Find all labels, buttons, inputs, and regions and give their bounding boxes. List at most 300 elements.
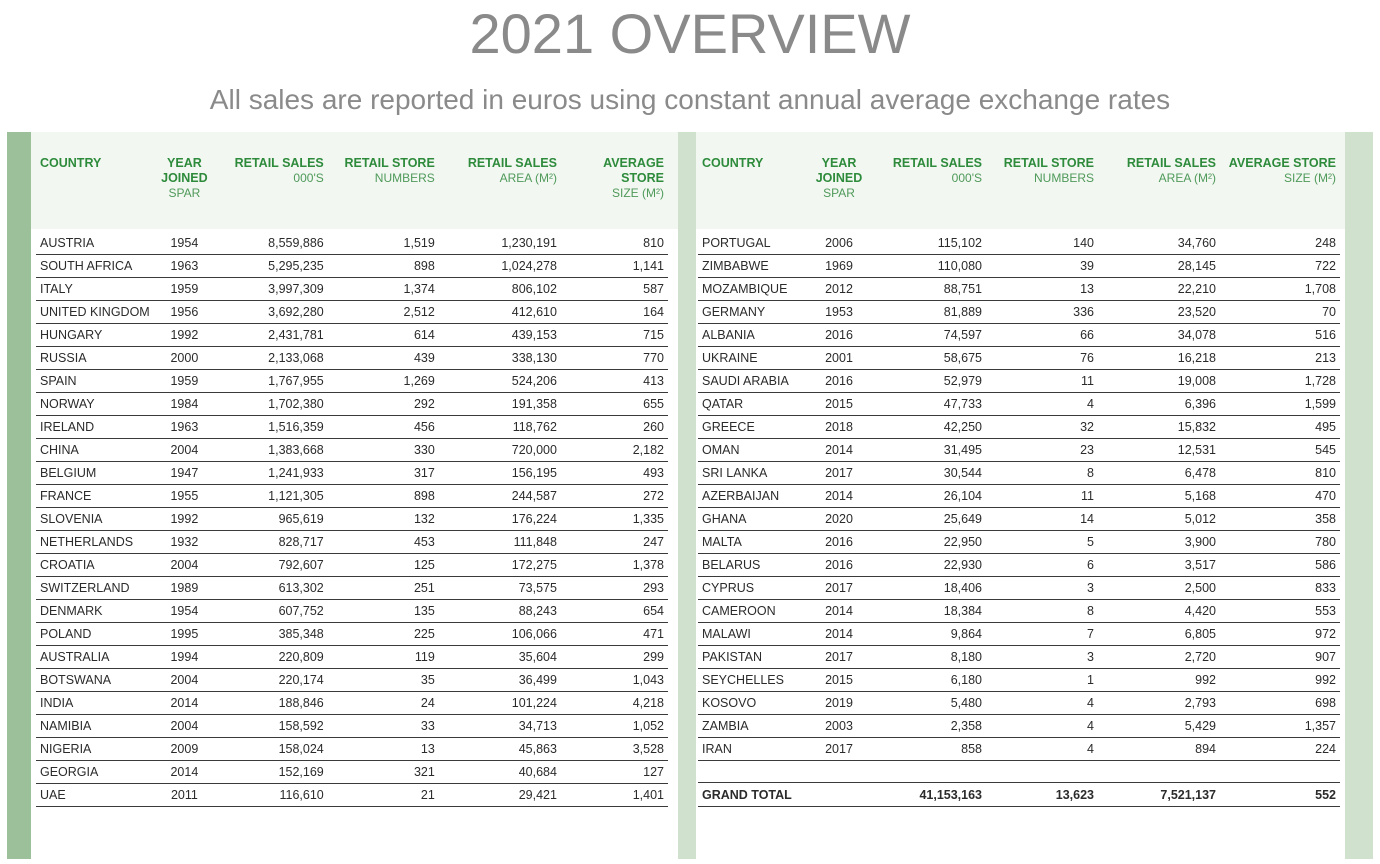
col-header-stores: RETAIL STORE NUMBERS — [1003, 156, 1094, 185]
table-row — [698, 600, 1340, 623]
cell-year: 2019 — [808, 692, 870, 715]
cell-avg-size: 1,357 — [1220, 715, 1340, 738]
cell-stores: 21 — [328, 784, 439, 807]
cell-stores: 3 — [986, 646, 1098, 669]
cell-area: 22,210 — [1098, 278, 1220, 301]
cell-sales: 2,358 — [870, 715, 986, 738]
cell-avg-size: 992 — [1220, 669, 1340, 692]
cell-country: OMAN — [698, 439, 808, 462]
cell-sales: 8,559,886 — [214, 232, 328, 255]
cell-sales: 30,544 — [870, 462, 986, 485]
cell-avg-size: 654 — [561, 600, 668, 623]
cell-year: 1959 — [155, 278, 214, 301]
cell-sales: 385,348 — [214, 623, 328, 646]
table-row — [698, 439, 1340, 462]
cell-stores: 66 — [986, 324, 1098, 347]
table-row — [698, 554, 1340, 577]
cell-country: UAE — [36, 784, 155, 807]
cell-country: QATAR — [698, 393, 808, 416]
cell-country: SLOVENIA — [36, 508, 155, 531]
cell-sales: 158,024 — [214, 738, 328, 761]
cell-stores: 8 — [986, 600, 1098, 623]
right-table-body — [698, 232, 1340, 807]
table-row — [36, 738, 668, 761]
cell-year: 1994 — [155, 646, 214, 669]
table-row — [36, 669, 668, 692]
cell-sales: 6,180 — [870, 669, 986, 692]
cell-avg-size: 293 — [561, 577, 668, 600]
grand-total-row — [698, 783, 1340, 807]
cell-avg-size: 552 — [1220, 783, 1340, 807]
cell-area: 73,575 — [439, 577, 561, 600]
table-row — [698, 232, 1340, 255]
cell-avg-size: 833 — [1220, 577, 1340, 600]
cell-avg-size: 70 — [1220, 301, 1340, 324]
cell-sales: 792,607 — [214, 554, 328, 577]
cell-stores: 24 — [328, 692, 439, 715]
cell-area: 412,610 — [439, 301, 561, 324]
table-row — [36, 255, 668, 278]
cell-avg-size: 164 — [561, 301, 668, 324]
left-data-table — [36, 156, 668, 807]
table-row — [36, 715, 668, 738]
cell-country: DENMARK — [36, 600, 155, 623]
cell-sales: 220,809 — [214, 646, 328, 669]
cell-year: 1956 — [155, 301, 214, 324]
cell-area: 172,275 — [439, 554, 561, 577]
cell-area: 34,713 — [439, 715, 561, 738]
cell-area: 34,760 — [1098, 232, 1220, 255]
cell-avg-size: 545 — [1220, 439, 1340, 462]
col-header-area: RETAIL SALES AREA (M²) — [1126, 156, 1216, 185]
cell-sales: 26,104 — [870, 485, 986, 508]
table-row — [36, 278, 668, 301]
cell-country: PAKISTAN — [698, 646, 808, 669]
cell-avg-size: 698 — [1220, 692, 1340, 715]
cell-stores: 2,512 — [328, 301, 439, 324]
cell-stores: 135 — [328, 600, 439, 623]
cell-country: BELGIUM — [36, 462, 155, 485]
cell-sales: 52,979 — [870, 370, 986, 393]
spacer-row — [698, 761, 1340, 783]
cell-country: MALTA — [698, 531, 808, 554]
cell-stores: 4 — [986, 738, 1098, 761]
cell-sales: 1,241,933 — [214, 462, 328, 485]
cell-sales: 110,080 — [870, 255, 986, 278]
cell-year: 1932 — [155, 531, 214, 554]
cell-avg-size: 1,378 — [561, 554, 668, 577]
cell-stores: 13 — [328, 738, 439, 761]
cell-sales: 3,997,309 — [214, 278, 328, 301]
table-row — [36, 508, 668, 531]
col-header-stores: RETAIL STORE NUMBERS — [344, 156, 435, 185]
cell-stores: 251 — [328, 577, 439, 600]
cell-country: CYPRUS — [698, 577, 808, 600]
cell-year: 2014 — [155, 692, 214, 715]
cell-area: 45,863 — [439, 738, 561, 761]
cell-avg-size: 1,401 — [561, 784, 668, 807]
cell-area: 806,102 — [439, 278, 561, 301]
cell-area: 244,587 — [439, 485, 561, 508]
cell-year: 1947 — [155, 462, 214, 485]
col-header-country: COUNTRY — [40, 156, 102, 170]
cell-avg-size: 1,052 — [561, 715, 668, 738]
cell-country: AZERBAIJAN — [698, 485, 808, 508]
col-header-area: RETAIL SALES AREA (M²) — [467, 156, 557, 185]
cell-year: 2016 — [808, 324, 870, 347]
cell-sales: 607,752 — [214, 600, 328, 623]
cell-stores: 11 — [986, 370, 1098, 393]
cell-sales: 47,733 — [870, 393, 986, 416]
cell-stores: 8 — [986, 462, 1098, 485]
cell-area: 35,604 — [439, 646, 561, 669]
table-row — [698, 301, 1340, 324]
cell-avg-size: 586 — [1220, 554, 1340, 577]
cell-country: SAUDI ARABIA — [698, 370, 808, 393]
cell-country: FRANCE — [36, 485, 155, 508]
cell-sales: 81,889 — [870, 301, 986, 324]
cell-stores: 898 — [328, 255, 439, 278]
table-row — [36, 554, 668, 577]
cell-year: 2001 — [808, 347, 870, 370]
cell-stores: 33 — [328, 715, 439, 738]
table-row — [36, 416, 668, 439]
cell-sales: 220,174 — [214, 669, 328, 692]
cell-year: 2016 — [808, 531, 870, 554]
cell-country: BELARUS — [698, 554, 808, 577]
cell-area: 156,195 — [439, 462, 561, 485]
cell-year: 1995 — [155, 623, 214, 646]
cell-avg-size: 810 — [1220, 462, 1340, 485]
cell-avg-size: 1,728 — [1220, 370, 1340, 393]
cell-area: 2,793 — [1098, 692, 1220, 715]
cell-country: SEYCHELLES — [698, 669, 808, 692]
cell-country: ITALY — [36, 278, 155, 301]
cell-area: 524,206 — [439, 370, 561, 393]
cell-stores: 4 — [986, 692, 1098, 715]
table-row — [36, 232, 668, 255]
cell-stores: 132 — [328, 508, 439, 531]
cell-year: 2000 — [155, 347, 214, 370]
cell-stores: 3 — [986, 577, 1098, 600]
cell-avg-size: 1,708 — [1220, 278, 1340, 301]
cell-avg-size: 2,182 — [561, 439, 668, 462]
cell-year: 2017 — [808, 646, 870, 669]
col-header-year: YEAR JOINED SPAR — [815, 156, 863, 200]
cell-stores: 14 — [986, 508, 1098, 531]
table-row — [698, 669, 1340, 692]
cell-area: 7,521,137 — [1098, 783, 1220, 807]
cell-year: 2017 — [808, 738, 870, 761]
cell-stores: 39 — [986, 255, 1098, 278]
cell-area: 23,520 — [1098, 301, 1220, 324]
cell-sales: 116,610 — [214, 784, 328, 807]
cell-year: 1959 — [155, 370, 214, 393]
cell-area: 894 — [1098, 738, 1220, 761]
cell-stores: 13 — [986, 278, 1098, 301]
cell-year: 2014 — [808, 600, 870, 623]
cell-stores: 321 — [328, 761, 439, 784]
cell-area: 338,130 — [439, 347, 561, 370]
cell-area: 15,832 — [1098, 416, 1220, 439]
cell-sales: 88,751 — [870, 278, 986, 301]
cell-avg-size: 655 — [561, 393, 668, 416]
cell-year: 2011 — [155, 784, 214, 807]
table-row — [698, 462, 1340, 485]
cell-avg-size: 224 — [1220, 738, 1340, 761]
cell-area: 36,499 — [439, 669, 561, 692]
table-row — [36, 692, 668, 715]
cell-year: 2020 — [808, 508, 870, 531]
table-row — [36, 301, 668, 324]
cell-avg-size: 4,218 — [561, 692, 668, 715]
cell-year: 2014 — [155, 761, 214, 784]
cell-stores: 898 — [328, 485, 439, 508]
cell-year: 1963 — [155, 255, 214, 278]
cell-year: 2016 — [808, 554, 870, 577]
cell-area: 6,478 — [1098, 462, 1220, 485]
cell-stores: 439 — [328, 347, 439, 370]
cell-year: 2012 — [808, 278, 870, 301]
cell-area: 34,078 — [1098, 324, 1220, 347]
cell-sales: 2,133,068 — [214, 347, 328, 370]
cell-year: 2016 — [808, 370, 870, 393]
cell-sales: 3,692,280 — [214, 301, 328, 324]
cell-area: 6,805 — [1098, 623, 1220, 646]
cell-area: 439,153 — [439, 324, 561, 347]
table-row — [36, 393, 668, 416]
cell-area: 2,720 — [1098, 646, 1220, 669]
table-row — [36, 347, 668, 370]
cell-stores: 1,519 — [328, 232, 439, 255]
cell-sales: 965,619 — [214, 508, 328, 531]
cell-year: 1953 — [808, 301, 870, 324]
table-row — [36, 577, 668, 600]
cell-area: 111,848 — [439, 531, 561, 554]
cell-country: GHANA — [698, 508, 808, 531]
cell-avg-size: 299 — [561, 646, 668, 669]
cell-area: 12,531 — [1098, 439, 1220, 462]
table-row — [36, 462, 668, 485]
cell-stores: 35 — [328, 669, 439, 692]
table-row — [698, 692, 1340, 715]
cell-country: UKRAINE — [698, 347, 808, 370]
cell-avg-size: 780 — [1220, 531, 1340, 554]
cell-year: 1954 — [155, 232, 214, 255]
page-title: 2021 OVERVIEW — [469, 2, 911, 65]
cell-area: 16,218 — [1098, 347, 1220, 370]
cell-avg-size: 272 — [561, 485, 668, 508]
col-header-sales: RETAIL SALES 000'S — [892, 156, 982, 185]
cell-sales: 158,592 — [214, 715, 328, 738]
cell-avg-size: 770 — [561, 347, 668, 370]
cell-country: KOSOVO — [698, 692, 808, 715]
cell-stores: 456 — [328, 416, 439, 439]
cell-avg-size: 1,043 — [561, 669, 668, 692]
cell-avg-size: 413 — [561, 370, 668, 393]
cell-avg-size: 470 — [1220, 485, 1340, 508]
cell-area: 4,420 — [1098, 600, 1220, 623]
cell-year: 2015 — [808, 393, 870, 416]
cell-sales: 25,649 — [870, 508, 986, 531]
cell-sales: 8,180 — [870, 646, 986, 669]
cell-year: 1955 — [155, 485, 214, 508]
cell-avg-size: 471 — [561, 623, 668, 646]
table-row — [36, 600, 668, 623]
cell-country: AUSTRIA — [36, 232, 155, 255]
cell-country: CROATIA — [36, 554, 155, 577]
cell-year: 2017 — [808, 462, 870, 485]
cell-stores: 4 — [986, 715, 1098, 738]
cell-area: 101,224 — [439, 692, 561, 715]
cell-area: 5,168 — [1098, 485, 1220, 508]
col-header-avg: AVERAGE STORE SIZE (M²) — [603, 156, 664, 200]
cell-year: 1989 — [155, 577, 214, 600]
cell-sales: 858 — [870, 738, 986, 761]
col-header-avg: AVERAGE STORE SIZE (M²) — [1228, 156, 1336, 185]
col-header-country: COUNTRY — [702, 156, 764, 170]
table-row — [36, 370, 668, 393]
cell-area: 720,000 — [439, 439, 561, 462]
cell-country: CHINA — [36, 439, 155, 462]
cell-country: ZAMBIA — [698, 715, 808, 738]
cell-country: ZIMBABWE — [698, 255, 808, 278]
left-accent-stripe — [7, 132, 31, 859]
table-row — [698, 623, 1340, 646]
right-table-area — [696, 132, 1345, 859]
cell-country: UNITED KINGDOM — [36, 301, 155, 324]
cell-stores: 317 — [328, 462, 439, 485]
cell-country: PORTUGAL — [698, 232, 808, 255]
cell-country: CAMEROON — [698, 600, 808, 623]
cell-area: 176,224 — [439, 508, 561, 531]
cell-sales: 18,406 — [870, 577, 986, 600]
cell-avg-size: 972 — [1220, 623, 1340, 646]
table-row — [698, 531, 1340, 554]
cell-country: MOZAMBIQUE — [698, 278, 808, 301]
cell-year: 2004 — [155, 669, 214, 692]
cell-area: 2,500 — [1098, 577, 1220, 600]
cell-stores: 11 — [986, 485, 1098, 508]
cell-avg-size: 260 — [561, 416, 668, 439]
cell-year: 2014 — [808, 485, 870, 508]
cell-country: IRAN — [698, 738, 808, 761]
cell-sales: 9,864 — [870, 623, 986, 646]
table-row — [36, 784, 668, 807]
cell-stores: 119 — [328, 646, 439, 669]
cell-country: NIGERIA — [36, 738, 155, 761]
table-row — [36, 485, 668, 508]
cell-sales: 188,846 — [214, 692, 328, 715]
cell-year: 2004 — [155, 715, 214, 738]
cell-sales: 22,930 — [870, 554, 986, 577]
cell-sales: 2,431,781 — [214, 324, 328, 347]
cell-area: 88,243 — [439, 600, 561, 623]
table-row — [36, 761, 668, 784]
cell-country: GRAND TOTAL — [698, 783, 808, 807]
table-row — [698, 370, 1340, 393]
cell-avg-size: 493 — [561, 462, 668, 485]
cell-country: RUSSIA — [36, 347, 155, 370]
cell-sales: 31,495 — [870, 439, 986, 462]
cell-sales: 5,480 — [870, 692, 986, 715]
cell-country: GEORGIA — [36, 761, 155, 784]
cell-year: 1963 — [155, 416, 214, 439]
cell-country: SOUTH AFRICA — [36, 255, 155, 278]
table-row — [698, 393, 1340, 416]
table-row — [698, 278, 1340, 301]
cell-sales: 1,702,380 — [214, 393, 328, 416]
col-header-year: YEAR JOINED SPAR — [161, 156, 208, 200]
cell-country: NORWAY — [36, 393, 155, 416]
cell-avg-size: 907 — [1220, 646, 1340, 669]
cell-country: BOTSWANA — [36, 669, 155, 692]
left-table-panel — [7, 132, 678, 859]
table-row — [36, 324, 668, 347]
table-row — [698, 715, 1340, 738]
cell-avg-size: 1,141 — [561, 255, 668, 278]
cell-country: SPAIN — [36, 370, 155, 393]
cell-country: NAMIBIA — [36, 715, 155, 738]
cell-year: 2009 — [155, 738, 214, 761]
cell-avg-size: 516 — [1220, 324, 1340, 347]
cell-sales: 828,717 — [214, 531, 328, 554]
cell-avg-size: 1,599 — [1220, 393, 1340, 416]
table-row — [36, 531, 668, 554]
cell-country: INDIA — [36, 692, 155, 715]
table-row — [36, 439, 668, 462]
cell-country: MALAWI — [698, 623, 808, 646]
cell-year: 2018 — [808, 416, 870, 439]
cell-year: 2017 — [808, 577, 870, 600]
cell-avg-size: 248 — [1220, 232, 1340, 255]
cell-sales: 613,302 — [214, 577, 328, 600]
cell-stores: 292 — [328, 393, 439, 416]
cell-country: AUSTRALIA — [36, 646, 155, 669]
table-row — [698, 324, 1340, 347]
cell-area: 1,230,191 — [439, 232, 561, 255]
table-row — [698, 508, 1340, 531]
table-header-row — [698, 156, 1340, 232]
table-row — [698, 347, 1340, 370]
cell-stores: 7 — [986, 623, 1098, 646]
cell-sales: 42,250 — [870, 416, 986, 439]
cell-stores: 5 — [986, 531, 1098, 554]
cell-area: 191,358 — [439, 393, 561, 416]
cell-year: 2004 — [155, 554, 214, 577]
cell-area: 3,900 — [1098, 531, 1220, 554]
cell-year: 2014 — [808, 439, 870, 462]
cell-stores: 453 — [328, 531, 439, 554]
cell-avg-size: 587 — [561, 278, 668, 301]
cell-area: 3,517 — [1098, 554, 1220, 577]
cell-stores: 140 — [986, 232, 1098, 255]
cell-stores: 1 — [986, 669, 1098, 692]
cell-country: NETHERLANDS — [36, 531, 155, 554]
cell-country: HUNGARY — [36, 324, 155, 347]
cell-sales: 41,153,163 — [870, 783, 986, 807]
cell-stores: 1,374 — [328, 278, 439, 301]
cell-country: GREECE — [698, 416, 808, 439]
cell-avg-size: 127 — [561, 761, 668, 784]
cell-stores: 614 — [328, 324, 439, 347]
cell-area: 6,396 — [1098, 393, 1220, 416]
table-row — [36, 623, 668, 646]
cell-avg-size: 495 — [1220, 416, 1340, 439]
cell-sales: 1,383,668 — [214, 439, 328, 462]
col-header-sales: RETAIL SALES 000'S — [234, 156, 324, 185]
cell-sales: 18,384 — [870, 600, 986, 623]
